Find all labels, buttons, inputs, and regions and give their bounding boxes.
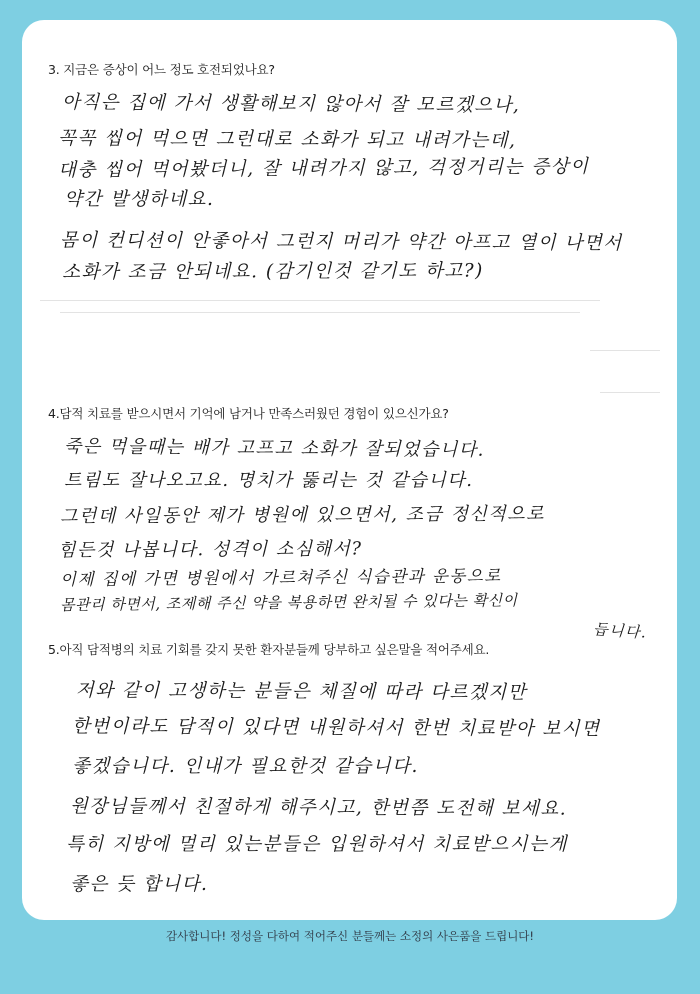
question-4-label: 4.담적 치료를 받으시면서 기억에 남거나 만족스러웠던 경험이 있으신가요? <box>48 406 449 421</box>
q5-answer-line-1: 저와 같이 고생하는 분들은 체질에 따라 다르겠지만 <box>75 679 528 704</box>
q4-answer-line-1: 죽은 먹을때는 배가 고프고 소화가 잘되었습니다. <box>63 435 486 461</box>
q3-answer-line-5: 몸이 컨디션이 안좋아서 그런지 머리가 약간 아프고 열이 나면서 <box>59 229 623 254</box>
bleed-through-line <box>600 392 660 393</box>
q4-answer-line-5: 이제 집에 가면 병원에서 가르쳐주신 식습관과 운동으로 <box>60 566 502 589</box>
q3-answer-line-4: 약간 발생하네요. <box>64 189 215 210</box>
bleed-through-line <box>590 350 660 351</box>
bleed-through-line <box>60 312 580 313</box>
q5-answer-line-6: 좋은 듯 합니다. <box>70 874 209 895</box>
question-3-label: 3. 지금은 증상이 어느 정도 호전되었나요? <box>48 62 275 77</box>
q3-answer-line-2: 꼭꼭 씹어 먹으면 그런대로 소화가 되고 내려가는데, <box>57 127 517 152</box>
footer-thanks: 감사합니다! 정성을 다하여 적어주신 분들께는 소정의 사은품을 드립니다! <box>165 929 535 943</box>
q4-answer-line-3: 그런데 사일동안 제가 병원에 있으면서, 조금 정신적으로 <box>60 503 546 527</box>
q5-answer-line-5: 특히 지방에 멀리 있는분들은 입원하셔서 치료받으시는게 <box>66 834 568 855</box>
q5-answer-line-4: 원장님들께서 친절하게 해주시고, 한번쯤 도전해 보세요. <box>69 795 568 820</box>
q4-answer-line-6: 몸관리 하면서, 조제해 주신 약을 복용하면 완치될 수 있다는 확신이 <box>60 591 518 614</box>
q4-answer-line-7: 듭니다. <box>592 619 648 642</box>
q3-answer-line-1: 아직은 집에 가서 생활해보지 않아서 잘 모르겠으나, <box>61 91 521 117</box>
q3-answer-line-6: 소화가 조금 안되네요. (감기인것 같기도 하고?) <box>62 260 484 283</box>
q4-answer-line-4: 힘든것 나봅니다. 성격이 소심해서? <box>58 538 363 561</box>
question-5-label: 5.아직 담적병의 치료 기회를 갖지 못한 환자분들께 당부하고 싶은말을 적어주세요. <box>48 642 490 657</box>
bleed-through-line <box>40 300 600 301</box>
q4-answer-line-2: 트림도 잘나오고요. 명치가 뚫리는 것 같습니다. <box>64 470 474 491</box>
q5-answer-line-3: 좋겠습니다. 인내가 필요한것 같습니다. <box>72 756 419 777</box>
q3-answer-line-3: 대충 씹어 먹어봤더니, 잘 내려가지 않고, 걱정거리는 증상이 <box>58 156 590 181</box>
q5-answer-line-2: 한번이라도 담적이 있다면 내원하셔서 한번 치료받아 보시면 <box>71 715 601 740</box>
